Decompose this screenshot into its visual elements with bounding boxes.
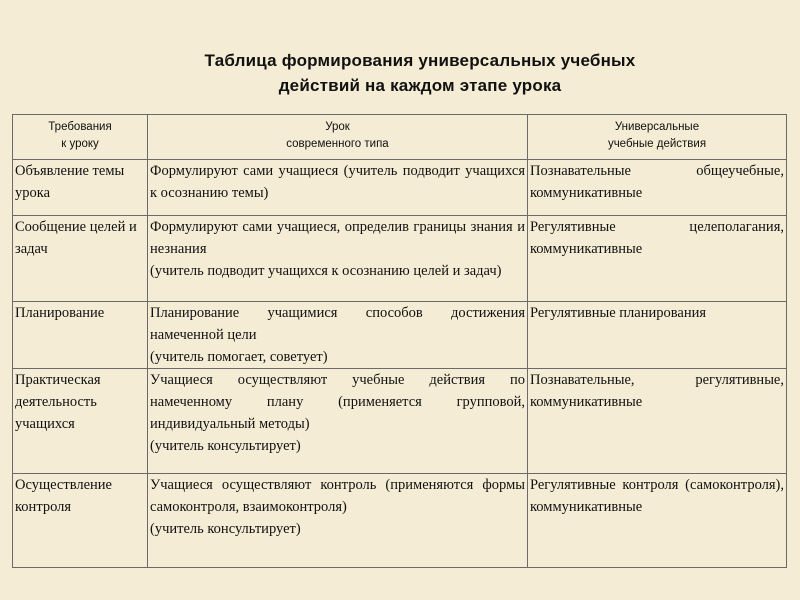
slide-title-line-1: Таблица формирования универсальных учебных: [204, 51, 636, 70]
header-requirements-line-1: Требования: [48, 121, 112, 133]
cell-actions: Регулятивные целеполагания, коммуникативные: [528, 216, 787, 302]
cell-requirement: Объявление темы урока: [13, 160, 148, 216]
uud-table: [12, 114, 787, 568]
cell-lesson-teacher-note: (учитель консультирует): [150, 438, 301, 454]
cell-lesson: [148, 216, 528, 302]
slide-title: [160, 48, 680, 98]
cell-lesson-text: Формулируют сами учащиеся, определив границы знания и незнания: [150, 219, 525, 257]
header-lesson-line-1: Урок: [325, 121, 350, 133]
cell-lesson: [148, 369, 528, 474]
cell-lesson-text: Учащиеся осуществляют учебные действия по намеченному плану (применяется групповой, индивидуальный методы): [150, 372, 525, 432]
cell-lesson-text: Формулируют сами учащиеся (учитель подводит учащихся к осознанию темы): [150, 163, 525, 201]
slide-title-line-2: действий на каждом этапе урока: [278, 76, 562, 95]
header-lesson-line-2: современного типа: [286, 138, 389, 150]
header-requirements-line-2: к уроку: [61, 138, 99, 150]
cell-lesson-text: Планирование учащимися способов достижения намеченной цели: [150, 305, 525, 343]
cell-lesson: [148, 302, 528, 369]
header-actions: [528, 115, 787, 160]
cell-lesson: [148, 160, 528, 216]
cell-requirement: Практическая деятельность учащихся: [13, 369, 148, 474]
cell-actions: Познавательные, регулятивные, коммуникативные: [528, 369, 787, 474]
cell-lesson-teacher-note: (учитель помогает, советует): [150, 349, 328, 365]
cell-lesson-teacher-note: (учитель консультирует): [150, 521, 301, 537]
cell-requirement: Планирование: [13, 302, 148, 369]
cell-requirement: Осуществление контроля: [13, 474, 148, 568]
header-actions-line-1: Универсальные: [614, 121, 700, 133]
cell-requirement: Сообщение целей и задач: [13, 216, 148, 302]
cell-actions: Познавательные общеучебные, коммуникативные: [528, 160, 787, 216]
cell-lesson-teacher-note: (учитель подводит учащихся к осознанию целей и задач): [150, 263, 502, 279]
table-header-row: [13, 115, 787, 160]
cell-actions: Регулятивные планирования: [528, 302, 787, 369]
table-row: [13, 160, 787, 216]
table-row: [13, 302, 787, 369]
cell-lesson: [148, 474, 528, 568]
header-requirements: [13, 115, 148, 160]
cell-lesson-text: Учащиеся осуществляют контроль (применяются формы самоконтроля, взаимоконтроля): [150, 477, 525, 515]
table-row: [13, 369, 787, 474]
header-lesson: [148, 115, 528, 160]
cell-actions: Регулятивные контроля (самоконтроля), коммуникативные: [528, 474, 787, 568]
table-row: [13, 216, 787, 302]
header-actions-line-2: учебные действия: [607, 138, 707, 150]
table-row: [13, 474, 787, 568]
